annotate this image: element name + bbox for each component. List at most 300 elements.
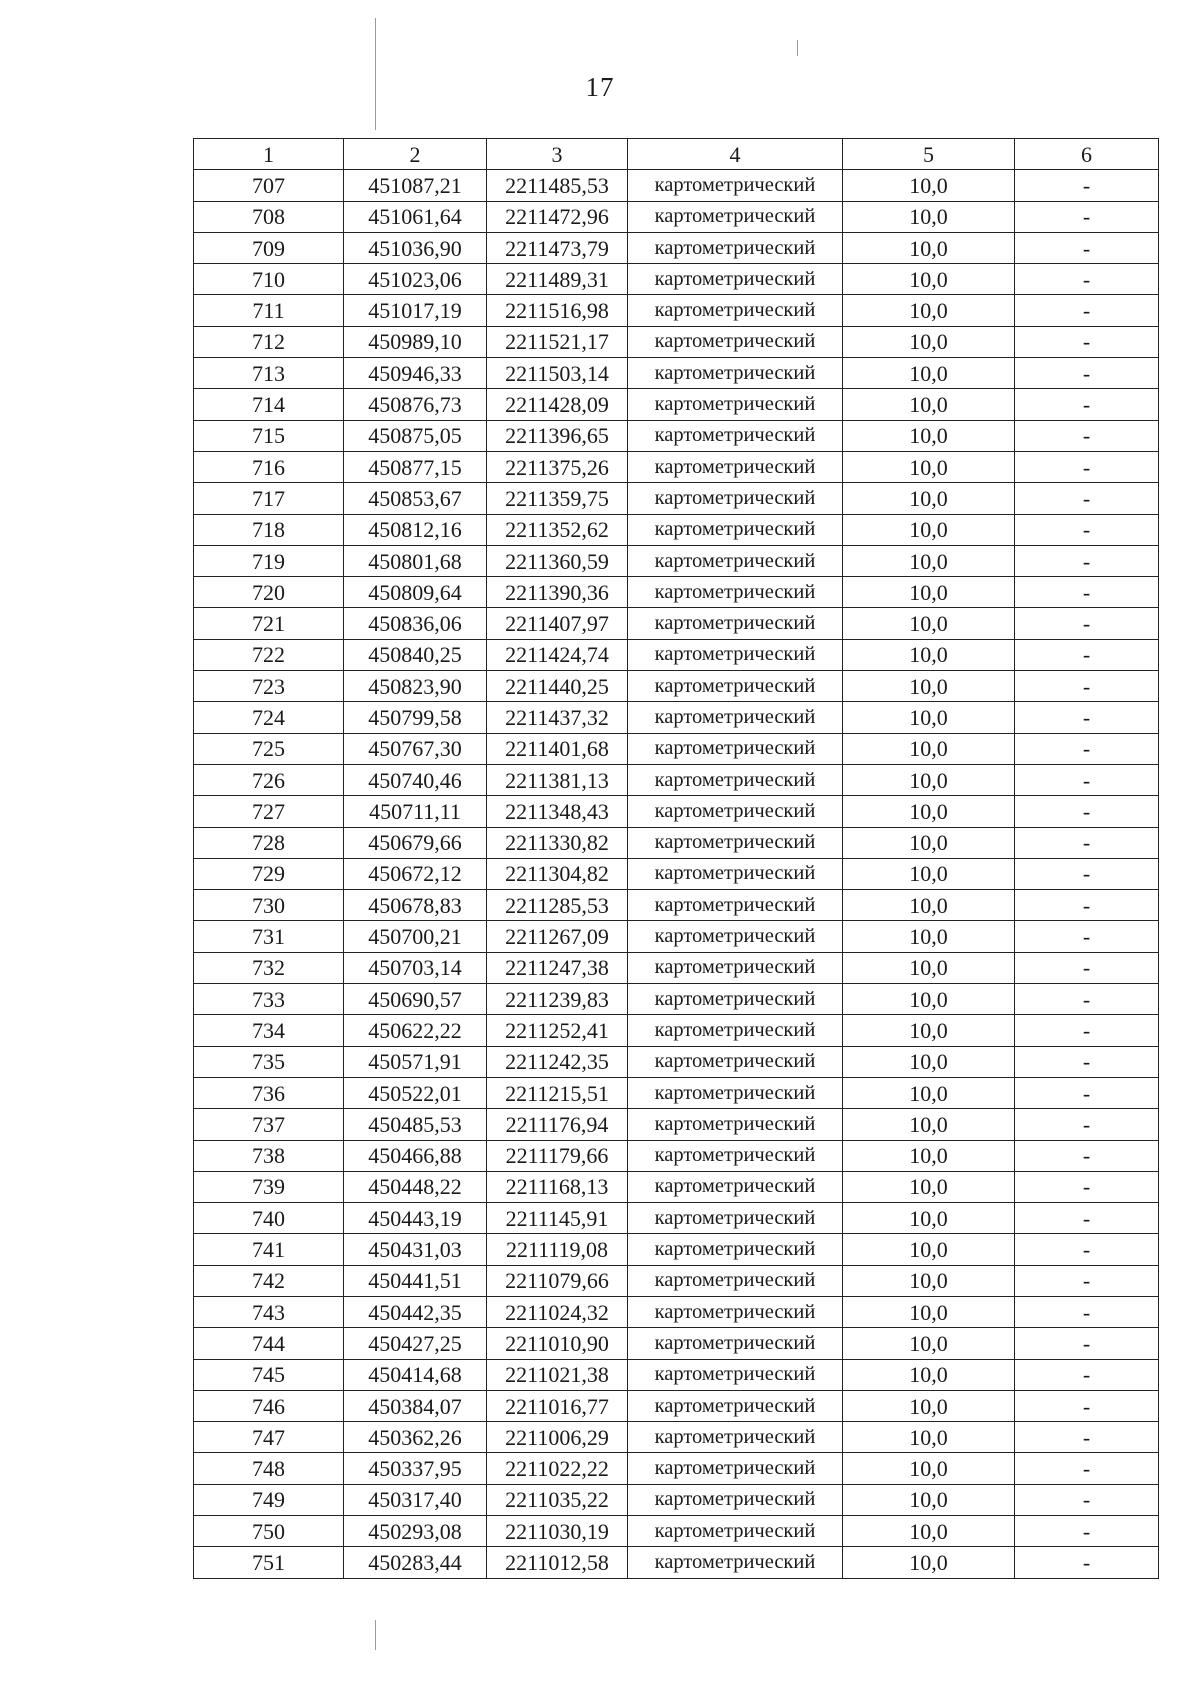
x-coordinate-cell: 450700,21: [344, 921, 487, 952]
y-coordinate-cell: 2211215,51: [487, 1077, 628, 1108]
table-row: [194, 1046, 1159, 1077]
method-cell: картометрический: [628, 1328, 843, 1359]
y-coordinate-cell: 2211437,32: [487, 702, 628, 733]
method-cell: картометрический: [628, 796, 843, 827]
y-coordinate-cell: 2211024,32: [487, 1296, 628, 1327]
point-number-cell: 707: [194, 170, 344, 201]
point-number-cell: 743: [194, 1296, 344, 1327]
y-coordinate-cell: 2211352,62: [487, 514, 628, 545]
accuracy-cell: 10,0: [843, 1046, 1015, 1077]
page-number: 17: [585, 72, 615, 102]
method-cell: картометрический: [628, 858, 843, 889]
note-cell: -: [1015, 796, 1159, 827]
accuracy-cell: 10,0: [843, 764, 1015, 795]
point-number-cell: 709: [194, 232, 344, 263]
note-cell: -: [1015, 545, 1159, 576]
scan-artifact-line: [797, 40, 798, 56]
method-cell: картометрический: [628, 1359, 843, 1390]
point-number-cell: 734: [194, 1015, 344, 1046]
x-coordinate-cell: 450877,15: [344, 451, 487, 482]
method-cell: картометрический: [628, 545, 843, 576]
point-number-cell: 730: [194, 890, 344, 921]
x-coordinate-cell: 450672,12: [344, 858, 487, 889]
point-number-cell: 708: [194, 201, 344, 232]
point-number-cell: 725: [194, 733, 344, 764]
accuracy-cell: 10,0: [843, 1140, 1015, 1171]
point-number-cell: 711: [194, 295, 344, 326]
column-header: 6: [1015, 139, 1159, 170]
note-cell: -: [1015, 326, 1159, 357]
table-row: [194, 1203, 1159, 1234]
method-cell: картометрический: [628, 671, 843, 702]
method-cell: картометрический: [628, 1547, 843, 1578]
x-coordinate-cell: 451061,64: [344, 201, 487, 232]
table-row: [194, 420, 1159, 451]
note-cell: -: [1015, 1328, 1159, 1359]
y-coordinate-cell: 2211010,90: [487, 1328, 628, 1359]
y-coordinate-cell: 2211304,82: [487, 858, 628, 889]
note-cell: -: [1015, 1296, 1159, 1327]
point-number-cell: 719: [194, 545, 344, 576]
method-cell: картометрический: [628, 1296, 843, 1327]
y-coordinate-cell: 2211424,74: [487, 639, 628, 670]
accuracy-cell: 10,0: [843, 796, 1015, 827]
point-number-cell: 740: [194, 1203, 344, 1234]
table-row: [194, 295, 1159, 326]
method-cell: картометрический: [628, 577, 843, 608]
note-cell: -: [1015, 764, 1159, 795]
point-number-cell: 717: [194, 483, 344, 514]
x-coordinate-cell: 450836,06: [344, 608, 487, 639]
accuracy-cell: 10,0: [843, 201, 1015, 232]
table-row: [194, 264, 1159, 295]
method-cell: картометрический: [628, 1109, 843, 1140]
method-cell: картометрический: [628, 232, 843, 263]
y-coordinate-cell: 2211179,66: [487, 1140, 628, 1171]
method-cell: картометрический: [628, 702, 843, 733]
method-cell: картометрический: [628, 514, 843, 545]
y-coordinate-cell: 2211516,98: [487, 295, 628, 326]
accuracy-cell: 10,0: [843, 1171, 1015, 1202]
y-coordinate-cell: 2211473,79: [487, 232, 628, 263]
accuracy-cell: 10,0: [843, 1422, 1015, 1453]
y-coordinate-cell: 2211119,08: [487, 1234, 628, 1265]
table-row: [194, 451, 1159, 482]
accuracy-cell: 10,0: [843, 545, 1015, 576]
method-cell: картометрический: [628, 1203, 843, 1234]
method-cell: картометрический: [628, 1516, 843, 1547]
method-cell: картометрический: [628, 1265, 843, 1296]
accuracy-cell: 10,0: [843, 420, 1015, 451]
method-cell: картометрический: [628, 1077, 843, 1108]
point-number-cell: 716: [194, 451, 344, 482]
note-cell: -: [1015, 1547, 1159, 1578]
table-row: [194, 358, 1159, 389]
note-cell: -: [1015, 1359, 1159, 1390]
accuracy-cell: 10,0: [843, 827, 1015, 858]
table-row: [194, 796, 1159, 827]
accuracy-cell: 10,0: [843, 733, 1015, 764]
table-row: [194, 1328, 1159, 1359]
point-number-cell: 727: [194, 796, 344, 827]
note-cell: -: [1015, 733, 1159, 764]
column-header: 1: [194, 139, 344, 170]
x-coordinate-cell: 451017,19: [344, 295, 487, 326]
accuracy-cell: 10,0: [843, 232, 1015, 263]
note-cell: -: [1015, 358, 1159, 389]
note-cell: -: [1015, 827, 1159, 858]
column-header: 3: [487, 139, 628, 170]
accuracy-cell: 10,0: [843, 1296, 1015, 1327]
accuracy-cell: 10,0: [843, 1265, 1015, 1296]
accuracy-cell: 10,0: [843, 858, 1015, 889]
method-cell: картометрический: [628, 639, 843, 670]
point-number-cell: 742: [194, 1265, 344, 1296]
table-row: [194, 389, 1159, 420]
point-number-cell: 713: [194, 358, 344, 389]
x-coordinate-cell: 450571,91: [344, 1046, 487, 1077]
x-coordinate-cell: 450293,08: [344, 1516, 487, 1547]
point-number-cell: 738: [194, 1140, 344, 1171]
table-row: [194, 1516, 1159, 1547]
point-number-cell: 749: [194, 1484, 344, 1515]
table-row: [194, 764, 1159, 795]
method-cell: картометрический: [628, 764, 843, 795]
y-coordinate-cell: 2211239,83: [487, 984, 628, 1015]
x-coordinate-cell: 450853,67: [344, 483, 487, 514]
table-row: [194, 984, 1159, 1015]
method-cell: картометрический: [628, 1046, 843, 1077]
accuracy-cell: 10,0: [843, 702, 1015, 733]
point-number-cell: 744: [194, 1328, 344, 1359]
x-coordinate-cell: 450337,95: [344, 1453, 487, 1484]
x-coordinate-cell: 450427,25: [344, 1328, 487, 1359]
method-cell: картометрический: [628, 608, 843, 639]
x-coordinate-cell: 450485,53: [344, 1109, 487, 1140]
point-number-cell: 745: [194, 1359, 344, 1390]
note-cell: -: [1015, 1484, 1159, 1515]
table-row: [194, 1359, 1159, 1390]
note-cell: -: [1015, 1015, 1159, 1046]
y-coordinate-cell: 2211006,29: [487, 1422, 628, 1453]
point-number-cell: 747: [194, 1422, 344, 1453]
method-cell: картометрический: [628, 358, 843, 389]
accuracy-cell: 10,0: [843, 671, 1015, 702]
table-row: [194, 733, 1159, 764]
note-cell: -: [1015, 1077, 1159, 1108]
y-coordinate-cell: 2211030,19: [487, 1516, 628, 1547]
y-coordinate-cell: 2211285,53: [487, 890, 628, 921]
note-cell: -: [1015, 1390, 1159, 1421]
note-cell: -: [1015, 295, 1159, 326]
accuracy-cell: 10,0: [843, 1077, 1015, 1108]
table-row: [194, 545, 1159, 576]
note-cell: -: [1015, 1046, 1159, 1077]
point-number-cell: 746: [194, 1390, 344, 1421]
table-row: [194, 1265, 1159, 1296]
note-cell: -: [1015, 1109, 1159, 1140]
note-cell: -: [1015, 451, 1159, 482]
note-cell: -: [1015, 608, 1159, 639]
note-cell: -: [1015, 702, 1159, 733]
accuracy-cell: 10,0: [843, 264, 1015, 295]
method-cell: картометрический: [628, 1140, 843, 1171]
x-coordinate-cell: 450384,07: [344, 1390, 487, 1421]
x-coordinate-cell: 450812,16: [344, 514, 487, 545]
accuracy-cell: 10,0: [843, 389, 1015, 420]
x-coordinate-cell: 450809,64: [344, 577, 487, 608]
point-number-cell: 718: [194, 514, 344, 545]
x-coordinate-cell: 451023,06: [344, 264, 487, 295]
note-cell: -: [1015, 264, 1159, 295]
table-row: [194, 1234, 1159, 1265]
note-cell: -: [1015, 1516, 1159, 1547]
y-coordinate-cell: 2211485,53: [487, 170, 628, 201]
point-number-cell: 714: [194, 389, 344, 420]
method-cell: картометрический: [628, 326, 843, 357]
note-cell: -: [1015, 671, 1159, 702]
table-row: [194, 577, 1159, 608]
method-cell: картометрический: [628, 1422, 843, 1453]
y-coordinate-cell: 2211079,66: [487, 1265, 628, 1296]
x-coordinate-cell: 450801,68: [344, 545, 487, 576]
table-row: [194, 1390, 1159, 1421]
method-cell: картометрический: [628, 921, 843, 952]
note-cell: -: [1015, 483, 1159, 514]
x-coordinate-cell: 450799,58: [344, 702, 487, 733]
table-row: [194, 827, 1159, 858]
method-cell: картометрический: [628, 170, 843, 201]
table-row: [194, 952, 1159, 983]
accuracy-cell: 10,0: [843, 1547, 1015, 1578]
accuracy-cell: 10,0: [843, 170, 1015, 201]
table-row: [194, 608, 1159, 639]
point-number-cell: 721: [194, 608, 344, 639]
note-cell: -: [1015, 1422, 1159, 1453]
y-coordinate-cell: 2211168,13: [487, 1171, 628, 1202]
method-cell: картометрический: [628, 1015, 843, 1046]
method-cell: картометрический: [628, 451, 843, 482]
note-cell: -: [1015, 890, 1159, 921]
method-cell: картометрический: [628, 1484, 843, 1515]
point-number-cell: 750: [194, 1516, 344, 1547]
table-row: [194, 232, 1159, 263]
y-coordinate-cell: 2211401,68: [487, 733, 628, 764]
table-row: [194, 858, 1159, 889]
note-cell: -: [1015, 921, 1159, 952]
y-coordinate-cell: 2211242,35: [487, 1046, 628, 1077]
table-row: [194, 1171, 1159, 1202]
scan-artifact-line: [375, 1620, 376, 1650]
note-cell: -: [1015, 577, 1159, 608]
method-cell: картометрический: [628, 420, 843, 451]
point-number-cell: 736: [194, 1077, 344, 1108]
x-coordinate-cell: 450317,40: [344, 1484, 487, 1515]
point-number-cell: 751: [194, 1547, 344, 1578]
accuracy-cell: 10,0: [843, 1328, 1015, 1359]
accuracy-cell: 10,0: [843, 514, 1015, 545]
x-coordinate-cell: 450823,90: [344, 671, 487, 702]
table-row: [194, 483, 1159, 514]
x-coordinate-cell: 450414,68: [344, 1359, 487, 1390]
table-row: [194, 921, 1159, 952]
point-number-cell: 715: [194, 420, 344, 451]
note-cell: -: [1015, 389, 1159, 420]
x-coordinate-cell: 451087,21: [344, 170, 487, 201]
column-header: 4: [628, 139, 843, 170]
table-row: [194, 1109, 1159, 1140]
y-coordinate-cell: 2211012,58: [487, 1547, 628, 1578]
note-cell: -: [1015, 201, 1159, 232]
method-cell: картометрический: [628, 1390, 843, 1421]
point-number-cell: 737: [194, 1109, 344, 1140]
accuracy-cell: 10,0: [843, 952, 1015, 983]
accuracy-cell: 10,0: [843, 1390, 1015, 1421]
y-coordinate-cell: 2211360,59: [487, 545, 628, 576]
x-coordinate-cell: 450711,11: [344, 796, 487, 827]
x-coordinate-cell: 450875,05: [344, 420, 487, 451]
x-coordinate-cell: 450678,83: [344, 890, 487, 921]
method-cell: картометрический: [628, 201, 843, 232]
accuracy-cell: 10,0: [843, 890, 1015, 921]
note-cell: -: [1015, 1140, 1159, 1171]
x-coordinate-cell: 450466,88: [344, 1140, 487, 1171]
column-header: 2: [344, 139, 487, 170]
x-coordinate-cell: 450690,57: [344, 984, 487, 1015]
y-coordinate-cell: 2211396,65: [487, 420, 628, 451]
table-row: [194, 201, 1159, 232]
note-cell: -: [1015, 420, 1159, 451]
accuracy-cell: 10,0: [843, 326, 1015, 357]
note-cell: -: [1015, 514, 1159, 545]
accuracy-cell: 10,0: [843, 483, 1015, 514]
accuracy-cell: 10,0: [843, 358, 1015, 389]
point-number-cell: 729: [194, 858, 344, 889]
table-row: [194, 890, 1159, 921]
accuracy-cell: 10,0: [843, 639, 1015, 670]
table-row: [194, 1015, 1159, 1046]
y-coordinate-cell: 2211472,96: [487, 201, 628, 232]
y-coordinate-cell: 2211359,75: [487, 483, 628, 514]
y-coordinate-cell: 2211145,91: [487, 1203, 628, 1234]
method-cell: картометрический: [628, 1234, 843, 1265]
point-number-cell: 724: [194, 702, 344, 733]
accuracy-cell: 10,0: [843, 1234, 1015, 1265]
y-coordinate-cell: 2211176,94: [487, 1109, 628, 1140]
x-coordinate-cell: 450946,33: [344, 358, 487, 389]
table-row: [194, 170, 1159, 201]
table-row: [194, 514, 1159, 545]
x-coordinate-cell: 450703,14: [344, 952, 487, 983]
y-coordinate-cell: 2211440,25: [487, 671, 628, 702]
accuracy-cell: 10,0: [843, 1516, 1015, 1547]
accuracy-cell: 10,0: [843, 1359, 1015, 1390]
table-row: [194, 1547, 1159, 1578]
y-coordinate-cell: 2211407,97: [487, 608, 628, 639]
note-cell: -: [1015, 952, 1159, 983]
table-row: [194, 1077, 1159, 1108]
x-coordinate-cell: 450622,22: [344, 1015, 487, 1046]
point-number-cell: 720: [194, 577, 344, 608]
y-coordinate-cell: 2211375,26: [487, 451, 628, 482]
x-coordinate-cell: 450989,10: [344, 326, 487, 357]
coordinates-table: [193, 138, 1159, 1579]
accuracy-cell: 10,0: [843, 295, 1015, 326]
column-header: 5: [843, 139, 1015, 170]
method-cell: картометрический: [628, 1171, 843, 1202]
accuracy-cell: 10,0: [843, 1453, 1015, 1484]
x-coordinate-cell: 450740,46: [344, 764, 487, 795]
y-coordinate-cell: 2211428,09: [487, 389, 628, 420]
accuracy-cell: 10,0: [843, 984, 1015, 1015]
x-coordinate-cell: 450442,35: [344, 1296, 487, 1327]
note-cell: -: [1015, 1203, 1159, 1234]
table-row: [194, 639, 1159, 670]
accuracy-cell: 10,0: [843, 1015, 1015, 1046]
table-row: [194, 326, 1159, 357]
y-coordinate-cell: 2211016,77: [487, 1390, 628, 1421]
method-cell: картометрический: [628, 984, 843, 1015]
point-number-cell: 731: [194, 921, 344, 952]
y-coordinate-cell: 2211035,22: [487, 1484, 628, 1515]
table-row: [194, 1453, 1159, 1484]
table-row: [194, 702, 1159, 733]
note-cell: -: [1015, 1453, 1159, 1484]
point-number-cell: 710: [194, 264, 344, 295]
accuracy-cell: 10,0: [843, 577, 1015, 608]
x-coordinate-cell: 451036,90: [344, 232, 487, 263]
note-cell: -: [1015, 232, 1159, 263]
table-row: [194, 1140, 1159, 1171]
y-coordinate-cell: 2211021,38: [487, 1359, 628, 1390]
table-row: [194, 1484, 1159, 1515]
y-coordinate-cell: 2211489,31: [487, 264, 628, 295]
y-coordinate-cell: 2211381,13: [487, 764, 628, 795]
accuracy-cell: 10,0: [843, 921, 1015, 952]
y-coordinate-cell: 2211390,36: [487, 577, 628, 608]
note-cell: -: [1015, 1171, 1159, 1202]
y-coordinate-cell: 2211247,38: [487, 952, 628, 983]
method-cell: картометрический: [628, 1453, 843, 1484]
y-coordinate-cell: 2211267,09: [487, 921, 628, 952]
y-coordinate-cell: 2211521,17: [487, 326, 628, 357]
point-number-cell: 748: [194, 1453, 344, 1484]
point-number-cell: 739: [194, 1171, 344, 1202]
note-cell: -: [1015, 1265, 1159, 1296]
point-number-cell: 735: [194, 1046, 344, 1077]
method-cell: картометрический: [628, 733, 843, 764]
point-number-cell: 726: [194, 764, 344, 795]
point-number-cell: 712: [194, 326, 344, 357]
x-coordinate-cell: 450522,01: [344, 1077, 487, 1108]
accuracy-cell: 10,0: [843, 608, 1015, 639]
x-coordinate-cell: 450443,19: [344, 1203, 487, 1234]
point-number-cell: 728: [194, 827, 344, 858]
y-coordinate-cell: 2211252,41: [487, 1015, 628, 1046]
note-cell: -: [1015, 984, 1159, 1015]
x-coordinate-cell: 450679,66: [344, 827, 487, 858]
method-cell: картометрический: [628, 827, 843, 858]
accuracy-cell: 10,0: [843, 1484, 1015, 1515]
accuracy-cell: 10,0: [843, 1203, 1015, 1234]
x-coordinate-cell: 450431,03: [344, 1234, 487, 1265]
accuracy-cell: 10,0: [843, 451, 1015, 482]
y-coordinate-cell: 2211503,14: [487, 358, 628, 389]
method-cell: картометрический: [628, 890, 843, 921]
y-coordinate-cell: 2211022,22: [487, 1453, 628, 1484]
x-coordinate-cell: 450876,73: [344, 389, 487, 420]
table-body: [194, 170, 1159, 1578]
